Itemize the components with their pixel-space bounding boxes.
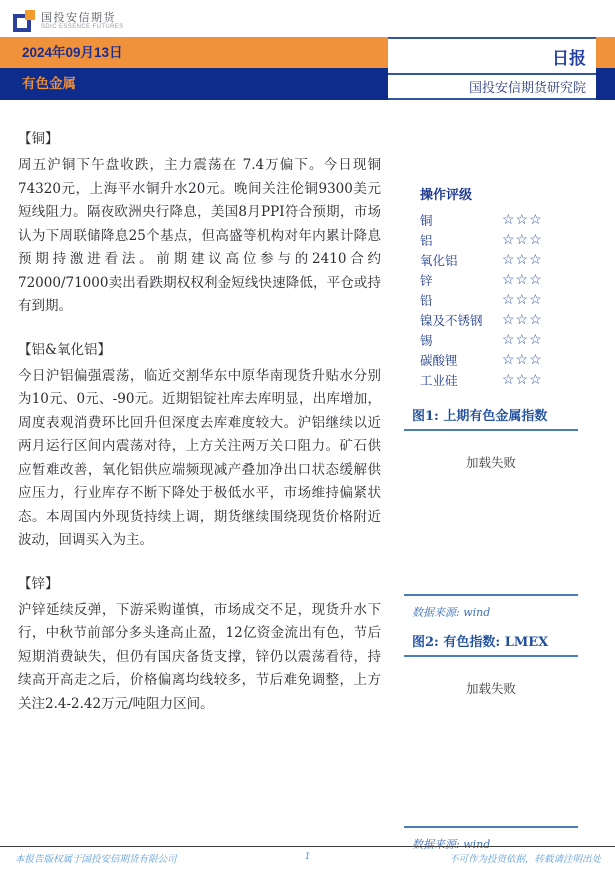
rating-row-tin (404, 330, 578, 350)
article-title: 【铝&氧化铝】 (18, 341, 112, 358)
rating-label: 铝 (420, 233, 433, 248)
rating-label: 锡 (420, 333, 433, 348)
footer-divider (0, 846, 615, 847)
rating-row-nickel (404, 310, 578, 330)
article-body: 周五沪铜下午盘收跌，主力震荡在 7.4万偏下。今日现铜74320元，上海平水铜升水20元。晚间关注伦铜9300美元短线阻力。隔夜欧洲央行降息，美国8月PPI符合预期，市场认为下周联储降息25个基点，但高盛等机构对年内累计降息预期持激进看法。前期建议高位参与的2410合约72000/71000卖出看跌期权权利金短线快速降低，平仓或持有到期。 (18, 157, 381, 314)
rating-stars-icon: ☆☆☆ (502, 252, 543, 268)
logo-company-subtitle: SDIC ESSENCE FUTURES (41, 24, 124, 30)
rating-row-aluminum (404, 230, 578, 250)
article-aluminum (18, 338, 381, 553)
institute-name: 国投安信期货研究院 (388, 75, 596, 100)
header-right-box (388, 37, 596, 100)
rating-stars-icon: ☆☆☆ (502, 332, 543, 348)
figure-load-failed-text: 加载失败 (465, 455, 516, 470)
rating-label: 氧化铝 (420, 253, 458, 268)
figure-rule (404, 594, 578, 596)
company-logo (13, 10, 124, 33)
logo-icon (13, 10, 35, 33)
rating-row-lead (404, 290, 578, 310)
rating-label: 碳酸锂 (420, 353, 458, 368)
rating-row-silicon (404, 370, 578, 390)
figure-2 (404, 631, 578, 852)
report-date: 2024年09月13日 (22, 45, 123, 60)
rating-stars-icon: ☆☆☆ (502, 352, 543, 368)
rating-stars-icon: ☆☆☆ (502, 312, 543, 328)
figure-1 (404, 405, 578, 620)
article-copper (18, 127, 381, 319)
rating-label: 工业硅 (420, 373, 458, 388)
footer-page-number: 1 (304, 851, 311, 862)
rating-label: 镍及不锈钢 (420, 313, 483, 328)
rating-stars-icon: ☆☆☆ (502, 372, 543, 388)
figure-1-source: 数据来源: wind (412, 606, 491, 619)
figure-load-failed-text: 加载失败 (465, 681, 516, 696)
article-column (18, 127, 381, 735)
footer-disclaimer: 不可作为投资依据，转载请注明出处 (448, 854, 601, 865)
article-body: 今日沪铝偏强震荡，临近交割华东中原华南现货升贴水分别为10元、0元、-90元。近期铝锭社库去库明显，出库增加，周度表观消费环比回升但深度去库难度较大。沪铝继续以近两月运行区间内震荡对待，上方关注两万关口阻力。矿石供应暂难改善，氧化铝供应端频现减产叠加净出口状态缓解供应压力，行业库存不断下降处于极低水平，市场维持偏紧状态。本周国内外现货持续上调，期货继续围绕现货价格附近波动，回调买入为主。 (18, 367, 381, 548)
sidebar (404, 184, 578, 852)
rating-label: 铅 (420, 293, 433, 308)
article-zinc (18, 572, 381, 717)
footer (0, 851, 615, 865)
footer-copyright: 本报告版权属于国投安信期货有限公司 (15, 854, 177, 865)
logo-company-name: 国投安信期货 (41, 12, 116, 24)
article-title: 【锌】 (18, 575, 59, 592)
rating-stars-icon: ☆☆☆ (502, 212, 543, 228)
logo-orange-square (25, 10, 35, 20)
figure-2-caption: 图2: 有色指数: LMEX (412, 635, 549, 650)
rating-row-zinc (404, 270, 578, 290)
figure-rule (404, 826, 578, 828)
rating-row-lithium (404, 350, 578, 370)
ratings-title: 操作评级 (420, 188, 473, 203)
ratings-panel (404, 184, 578, 390)
rating-label: 铜 (420, 213, 433, 228)
figure-2-source: 数据来源: wind (412, 838, 491, 851)
report-type-label: 日报 (388, 37, 596, 75)
rating-row-copper (404, 210, 578, 230)
article-title: 【铜】 (18, 131, 59, 147)
figure-1-caption: 图1: 上期有色金属指数 (412, 409, 548, 424)
rating-row-alumina (404, 250, 578, 270)
rating-stars-icon: ☆☆☆ (502, 292, 543, 308)
rating-label: 锌 (420, 273, 433, 288)
rating-stars-icon: ☆☆☆ (502, 232, 543, 248)
article-body: 沪锌延续反弹，下游采购谨慎，市场成交不足，现货升水下行，中秋节前部分多头逢高止盈，12亿资金流出有色，节后短期消费缺失，但仍有国庆备货支撑，锌仍以震荡看待，持续高开高走之后，价格偏离均线较多，节后难免调整，上方关注2.4-2.42万元/吨阻力区间。 (18, 601, 381, 712)
logo-text-block (41, 12, 124, 31)
figure-2-image-area (404, 657, 578, 821)
figure-1-image-area (404, 431, 578, 589)
rating-stars-icon: ☆☆☆ (502, 272, 543, 288)
report-section-title: 有色金属 (22, 76, 76, 91)
